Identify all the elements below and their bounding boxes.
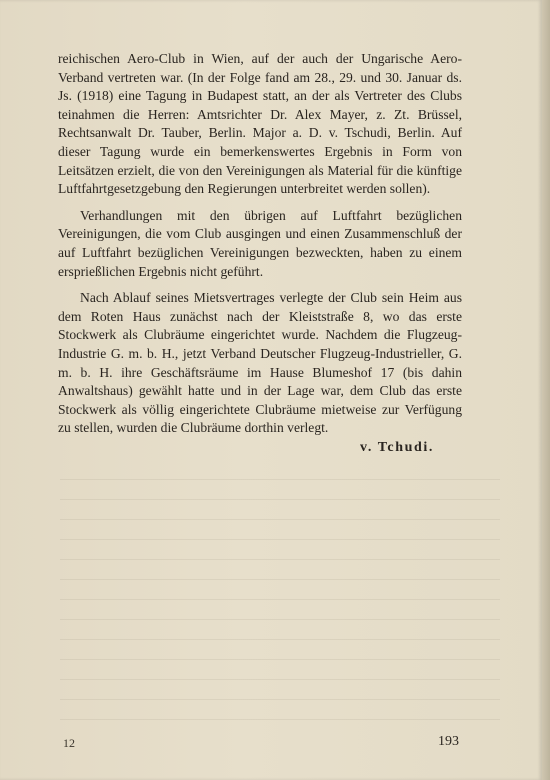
page-edge — [542, 0, 550, 780]
author-signature: v. Tchudi. — [360, 440, 434, 455]
paragraph-1: reichischen Aero-Club in Wien, auf der auch der Ungarische Aero-Verband vertreten war. (In der Folge fand am 28., 29. und 30. Januar ds. Js. (1918) eine Tagung in Budapest statt, an der als Vertreter des Clubs teinahmen die Herren: Amtsrichter Dr. Alex Mayer, z. Zt. Brüssel, Rechtsanwalt Dr. Tauber, Berlin. Major a. D. v. Tschudi, Berlin. Auf dieser Tagung wurde ein bemerkenswertes Ergebnis in Form von Leitsätzen erzielt, die von den Vereinigungen als Material für die künftige Luftfahrtgesetzgebung den Regierungen unterbreitet werden sollen). — [58, 51, 462, 197]
signature-mark: 12 — [63, 736, 75, 750]
body-text — [58, 50, 462, 446]
page-number: 193 — [438, 734, 459, 749]
show-through-texture — [60, 470, 500, 720]
paragraph-2: Verhandlungen mit den übrigen auf Luftfahrt bezüglichen Vereinigungen, die vom Club ausgingen und einen Zusammenschluß der auf Luftfahrt bezüglichen Vereinigungen bezweckten, haben zu einem ersprießlichen Ergebnis nicht geführt. — [58, 207, 462, 279]
paragraph-3: Nach Ablauf seines Mietsvertrages verlegte der Club sein Heim aus dem Roten Haus zunächst nach der Kleiststraße 8, wo das erste Stockwerk als Clubräume eingerichtet wurde. Nachdem die Flugzeug-Industrie G. m. b. H., jetzt Verband Deutscher Flugzeug-Industrieller, G. m. b. H. ihre Geschäftsräume im Hause Blumeshof 17 (bis dahin Anwaltshaus) gewählt hatte und in der Lage war, dem Club das erste Stockwerk als völlig eingerichtete Clubräume mietweise zur Verfügung zu stellen, wurden die Clubräume dorthin verlegt. — [58, 290, 462, 436]
